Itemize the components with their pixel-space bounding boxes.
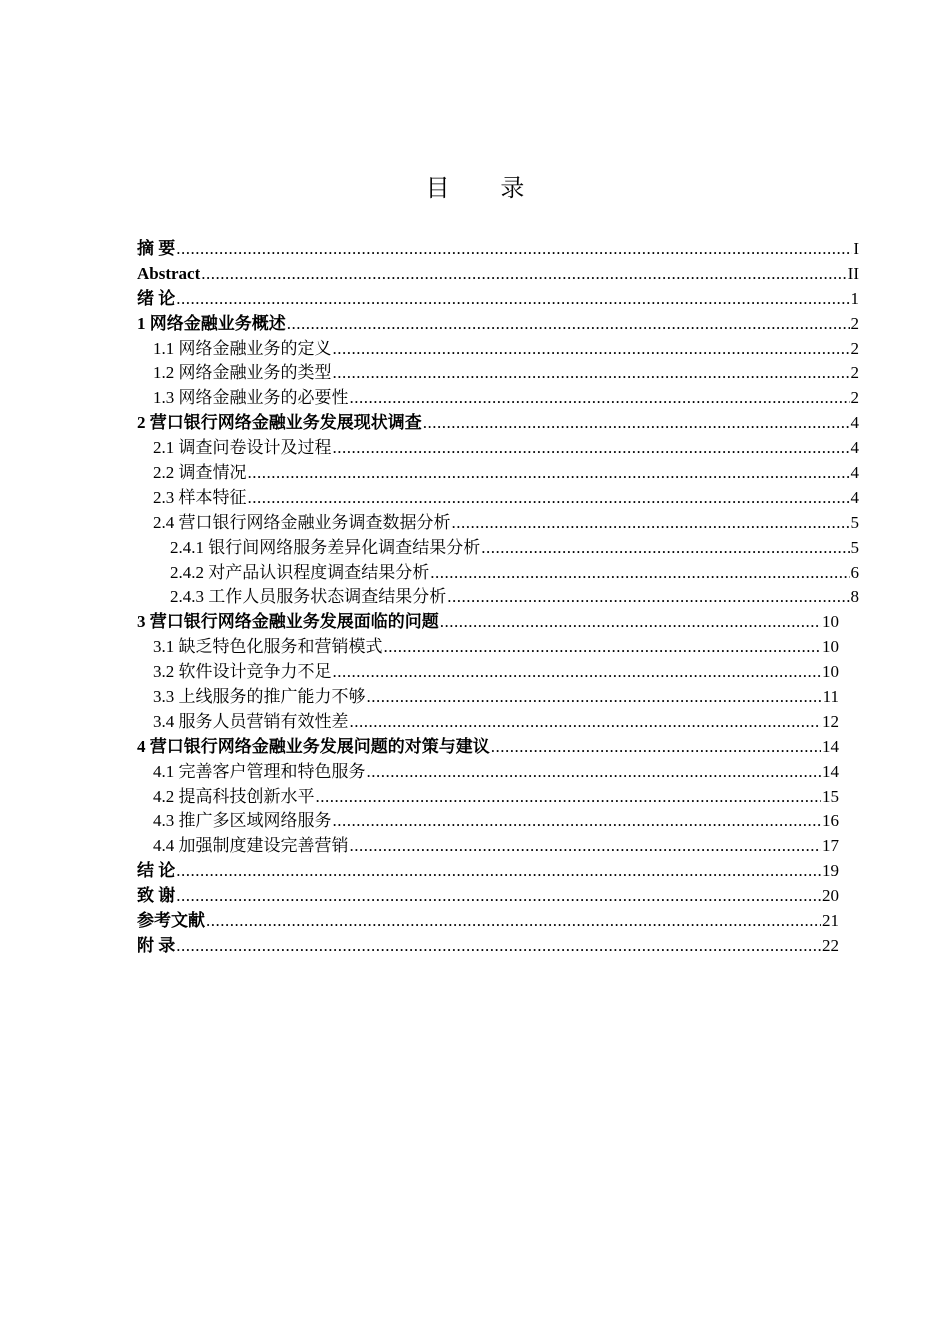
toc-entry-label: 3 营口银行网络金融业务发展面临的问题: [137, 612, 439, 632]
toc-entry-label: 2 营口银行网络金融业务发展现状调查: [137, 413, 422, 433]
toc-dot-leader: [316, 785, 822, 810]
toc-entry[interactable]: [137, 735, 859, 760]
toc-entry[interactable]: [137, 287, 859, 312]
toc-entry-page-number: 14: [822, 761, 839, 781]
toc-entry-label: 2.4.1 银行间网络服务差异化调查结果分析: [170, 537, 481, 557]
toc-entry-page-number: 2: [850, 388, 859, 408]
toc-dot-leader: [452, 511, 850, 536]
toc-dot-leader: [333, 436, 850, 461]
toc-entry[interactable]: [137, 635, 859, 660]
toc-entry[interactable]: [137, 585, 859, 610]
toc-entry-page-number: 5: [850, 537, 859, 557]
toc-dot-leader: [333, 361, 850, 386]
toc-dot-leader: [367, 760, 822, 785]
toc-entry[interactable]: [137, 934, 859, 959]
toc-dot-leader: [333, 337, 850, 362]
toc-entry-page-number: 16: [822, 811, 839, 831]
toc-dot-leader: [287, 312, 850, 337]
toc-dot-leader: [481, 536, 849, 561]
toc-dot-leader: [350, 834, 822, 859]
toc-entry-label: 3.4 服务人员营销有效性差: [153, 711, 349, 731]
toc-entry[interactable]: [137, 411, 859, 436]
toc-entry-page-number: 11: [822, 687, 839, 707]
toc-dot-leader: [430, 561, 849, 586]
toc-entry-label: 附 录: [137, 935, 176, 955]
toc-entry-page-number: 19: [822, 861, 839, 881]
toc-dot-leader: [350, 386, 850, 411]
toc-entry-page-number: 10: [822, 662, 839, 682]
toc-dot-leader: [367, 685, 822, 710]
toc-entry[interactable]: [137, 610, 859, 635]
toc-entry-page-number: 4: [850, 487, 859, 507]
toc-entry-label: 参考文献: [137, 911, 205, 931]
toc-entry-label: 2.3 样本特征: [153, 487, 247, 507]
toc-entry-page-number: 10: [822, 612, 839, 632]
table-of-contents: [137, 237, 859, 959]
toc-entry-label: 3.2 软件设计竞争力不足: [153, 662, 332, 682]
toc-dot-leader: [350, 710, 822, 735]
toc-entry-label: 2.2 调查情况: [153, 463, 247, 483]
toc-entry-page-number: I: [853, 239, 859, 258]
toc-entry[interactable]: [137, 262, 859, 287]
toc-entry-label: Abstract: [137, 263, 201, 283]
toc-entry-label: 1.1 网络金融业务的定义: [153, 338, 332, 358]
toc-entry-label: 2.4.2 对产品认识程度调查结果分析: [170, 562, 430, 582]
toc-entry-page-number: 4: [850, 463, 859, 483]
toc-entry[interactable]: [137, 237, 859, 262]
toc-entry-label: 4.3 推广多区域网络服务: [153, 811, 332, 831]
toc-entry-label: 4.4 加强制度建设完善营销: [153, 836, 349, 856]
toc-entry[interactable]: [137, 834, 859, 859]
toc-entry[interactable]: [137, 785, 859, 810]
toc-dot-leader: [176, 237, 852, 262]
toc-entry-page-number: 2: [850, 338, 859, 358]
toc-dot-leader: [176, 859, 821, 884]
toc-dot-leader: [333, 660, 822, 685]
toc-entry[interactable]: [137, 909, 859, 934]
toc-dot-leader: [206, 909, 821, 934]
toc-entry-page-number: 22: [822, 935, 839, 955]
toc-entry-page-number: 1: [850, 288, 859, 308]
toc-entry-page-number: II: [847, 263, 859, 283]
toc-entry[interactable]: [137, 486, 859, 511]
toc-entry[interactable]: [137, 536, 859, 561]
toc-dot-leader: [176, 934, 821, 959]
toc-entry[interactable]: [137, 884, 859, 909]
toc-entry[interactable]: [137, 859, 859, 884]
toc-entry-label: 1 网络金融业务概述: [137, 313, 286, 333]
toc-entry[interactable]: [137, 760, 859, 785]
toc-dot-leader: [201, 262, 846, 287]
toc-entry-page-number: 4: [850, 438, 859, 458]
toc-entry-page-number: 20: [822, 886, 839, 906]
toc-entry[interactable]: [137, 361, 859, 386]
toc-entry-page-number: 8: [850, 587, 859, 607]
toc-entry[interactable]: [137, 710, 859, 735]
toc-entry-label: 2.4.3 工作人员服务状态调查结果分析: [170, 587, 447, 607]
toc-entry-label: 2.1 调查问卷设计及过程: [153, 438, 332, 458]
toc-entry-page-number: 15: [822, 786, 839, 806]
toc-entry-page-number: 4: [850, 413, 859, 433]
toc-entry-label: 结 论: [137, 861, 176, 881]
toc-entry-label: 2.4 营口银行网络金融业务调查数据分析: [153, 512, 451, 532]
toc-entry-label: 4.1 完善客户管理和特色服务: [153, 761, 366, 781]
toc-entry-label: 1.2 网络金融业务的类型: [153, 363, 332, 383]
toc-entry-page-number: 21: [822, 911, 839, 931]
toc-dot-leader: [176, 884, 821, 909]
toc-entry[interactable]: [137, 312, 859, 337]
toc-dot-leader: [248, 461, 850, 486]
toc-entry[interactable]: [137, 561, 859, 586]
toc-entry-page-number: 10: [822, 637, 839, 657]
toc-entry[interactable]: [137, 511, 859, 536]
toc-dot-leader: [447, 585, 849, 610]
toc-entry-page-number: 6: [850, 562, 859, 582]
toc-entry-page-number: 17: [822, 836, 839, 856]
toc-entry-page-number: 12: [822, 711, 839, 731]
toc-entry-page-number: 14: [822, 736, 839, 756]
toc-entry-label: 摘 要: [137, 239, 176, 258]
toc-dot-leader: [333, 809, 822, 834]
toc-dot-leader: [384, 635, 822, 660]
toc-entry[interactable]: [137, 386, 859, 411]
toc-entry-label: 致 谢: [137, 886, 176, 906]
toc-entry[interactable]: [137, 337, 859, 362]
toc-entry-label: 3.3 上线服务的推广能力不够: [153, 687, 366, 707]
toc-entry-label: 绪 论: [137, 288, 176, 308]
toc-entry-label: 4.2 提高科技创新水平: [153, 786, 315, 806]
toc-entry[interactable]: [137, 461, 859, 486]
toc-entry[interactable]: [137, 685, 859, 710]
toc-entry-page-number: 2: [850, 363, 859, 383]
toc-entry-page-number: 2: [850, 313, 859, 333]
toc-entry[interactable]: [137, 660, 859, 685]
toc-dot-leader: [423, 411, 850, 436]
toc-entry-label: 4 营口银行网络金融业务发展问题的对策与建议: [137, 736, 490, 756]
toc-entry-page-number: 5: [850, 512, 859, 532]
toc-title: 目 录: [425, 174, 547, 202]
toc-entry[interactable]: [137, 436, 859, 461]
toc-dot-leader: [248, 486, 850, 511]
toc-entry-label: 3.1 缺乏特色化服务和营销模式: [153, 637, 383, 657]
toc-entry[interactable]: [137, 809, 859, 834]
toc-dot-leader: [440, 610, 821, 635]
toc-dot-leader: [176, 287, 849, 312]
toc-entry-label: 1.3 网络金融业务的必要性: [153, 388, 349, 408]
toc-dot-leader: [491, 735, 821, 760]
